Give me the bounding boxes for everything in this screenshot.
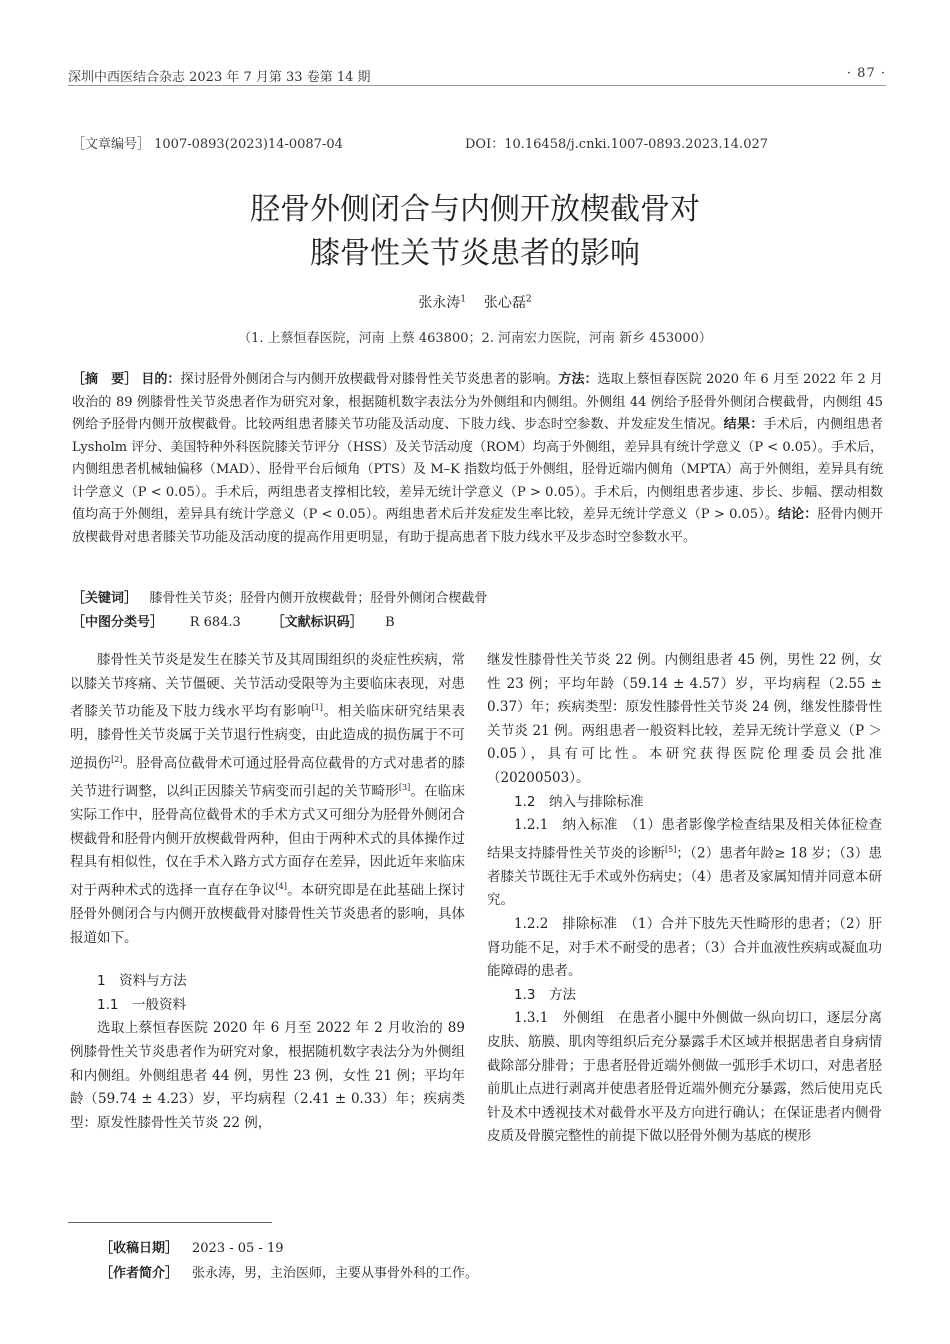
author-bio-text: 张永涛，男，主治医师，主要从事骨外科的工作。 (192, 1266, 479, 1281)
section-heading-1: 1 资料与方法 (97, 973, 187, 990)
doc-code-label: ［文献标识码］ (271, 615, 363, 630)
article-number: ［文章编号］ 1007-0893(2023)14-0087-04 (72, 137, 343, 152)
intro-text-2: 。相关临床研究结果表明，膝骨性关节炎属于关节退行性病变，由此造成的损伤属于不可逆损伤 (70, 703, 466, 772)
keywords-label: ［关键词］ (72, 591, 138, 606)
results-text: 手术后，内侧组患者 Lysholm 评分、美国特种外科医院膝关节评分（HSS）及关节活动度（ROM）均高于外侧组，差异具有统计学意义（P < 0.05）。手术后，内侧组患者机械轴偏移（MAD）、胫骨平台后倾角（PTS）及 M–K 指数均低于外侧组，胫骨近端内侧角（MPTA）高于外侧组，差异具有统计学意义（P < 0.05）。手术后，两组患者支撑相比较，差异无统计学意义（P > 0.05）。手术后，内侧组患者步速、步长、步幅、摆动相数值均高于外侧组，差异具有统计学意义（P < 0.05）。两组患者术后并发症发生率比较，差异无统计学意义（P > 0.05）。 (72, 417, 883, 522)
author-1-affiliation: 1 (460, 294, 467, 305)
general-info-paragraph: 选取上蔡恒春医院 2020 年 6 月至 2022 年 2 月收治的 89 例膝骨性关节炎患者作为研究对象，根据随机数字表法分为外侧组和内侧组。外侧组患者 44 例，男性 23 例，女性 21 例；平均年龄（59.74 ± 4.23）岁，平均病程（2.41 ± 0.33）年；疾病类型：原发性膝骨性关节炎 22 例， (70, 1020, 465, 1131)
citation-3[interactable]: [3] (398, 782, 411, 792)
title-line-2: 膝骨性关节炎患者的影响 (310, 236, 640, 271)
doi: DOI：10.16458/j.cnki.1007-0893.2023.14.027 (465, 137, 769, 152)
section-heading-1-3: 1.3 方法 (514, 986, 576, 1003)
affiliations: （1. 上蔡恒春医院，河南 上蔡 463800；2. 河南宏力医院，河南 新乡 453000） (238, 331, 712, 346)
author-2: 张心磊 (483, 295, 526, 311)
left-column (70, 649, 465, 1135)
inclusion-criteria (487, 814, 882, 913)
abstract (72, 369, 883, 549)
keywords-text: 膝骨性关节炎；胫骨内侧开放楔截骨；胫骨外侧闭合楔截骨 (149, 591, 488, 606)
footnote-divider (68, 1222, 272, 1223)
results-label: 结果： (723, 417, 764, 432)
inclusion-text-b: ；（2）患者年龄≥ 18 岁；（3）患者膝关节既往无手术或外伤病史；（4）患者及家属知情并同意本研究。 (487, 845, 882, 909)
intro-text-3: 。胫骨高位截骨术可通过胫骨高位截骨的方式对患者的膝关节进行调整，以纠正因膝关节病变而引起的关节畸形 (70, 755, 466, 800)
general-info-continued: 继发性膝骨性关节炎 22 例。内侧组患者 45 例，男性 22 例，女性 23 例；平均年龄（59.14 ± 4.57）岁，平均病程（2.55 ± 0.37）年；疾病类型：原发性膝骨性关节炎 24 例，继发性膝骨性关节炎 21 例。两组患者一般资料比较，差异无统计学意义（P ＞ 0.05），具有可比性。本研究获得医院伦理委员会批准（20200503）。 (487, 652, 882, 786)
conclusion-label: 结论： (778, 507, 818, 522)
methods-text: 选取上蔡恒春医院 2020 年 6 月至 2022 年 2 月收治的 89 例膝骨性关节炎患者作为研究对象，根据随机数字表法分为外侧组和内侧组。外侧组 44 例给予胫骨外侧闭合楔截骨，内侧组 45 例给予胫骨内侧开放楔截骨。比较两组患者膝关节功能及活动度、下肢力线、步态时空参数、并发症发生情况。 (72, 372, 883, 432)
author-2-affiliation: 2 (525, 294, 532, 305)
author-bio (100, 1262, 478, 1281)
inclusion-text-a: 1.2.1 纳入标准 （1）患者影像学检查结果及相关体征检查结果支持膝骨性关节炎的诊断 (487, 817, 882, 862)
received-value: 2023 - 05 - 19 (192, 1241, 284, 1256)
lateral-group-method: 1.3.1 外侧组 在患者小腿中外侧做一纵向切口，逐层分离皮肤、筋膜、肌肉等组织后充分暴露手术区域并根据患者自身病情截除部分腓骨；于患者胫骨近端外侧做一弧形手术切口，对患者胫前肌止点进行剥离并使患者胫骨近端外侧充分暴露，然后使用克氏针及术中透视技术对截骨水平及方向进行确认；在保证患者内侧骨皮质及骨膜完整性的前提下做以胫骨外侧为基底的楔形 (487, 1010, 882, 1145)
keywords (72, 587, 487, 606)
page-number: · 87 · (846, 66, 886, 81)
journal-issue: 深圳中西医结合杂志 2023 年 7 月第 33 卷第 14 期 (68, 70, 371, 85)
intro-paragraph (70, 649, 465, 950)
received-label: ［收稿日期］ (100, 1241, 179, 1256)
citation-1[interactable]: [1] (311, 703, 323, 713)
clc-label: ［中图分类号］ (72, 615, 164, 630)
title-line-1: 胫骨外侧闭合与内侧开放楔截骨对 (250, 192, 700, 227)
intro-text-5: 。本研究即是在此基础上探讨胫骨外侧闭合与内侧开放楔截骨对膝骨性关节炎患者的影响，具体报道如下。 (70, 882, 466, 946)
intro-text-4: 。在临床实际工作中，胫骨高位截骨术的手术方式又可细分为胫骨外侧闭合楔截骨和胫骨内侧开放楔截骨两种，但由于两种术式的具体操作过程具有相似性，仅在手术入路方式方面存在差异，因此近年来临床对于两种术式的选择一直存在争议 (70, 783, 466, 899)
section-heading-1-2: 1.2 纳入与排除标准 (514, 793, 644, 810)
classification (72, 611, 672, 630)
intro-text-1: 膝骨性关节炎是发生在膝关节及其周围组织的炎症性疾病，常以膝关节疼痛、关节僵硬、关节活动受限等为主要临床表现，对患者膝关节功能及下肢力线水平均有影响 (70, 652, 465, 720)
conclusion-text: 胫骨内侧开放楔截骨对患者膝关节功能及活动度的提高作用更明显，有助于提高患者下肢力线水平及步态时空参数水平。 (72, 507, 883, 545)
author-1: 张永涛 (418, 295, 461, 311)
methods-label: 方法： (558, 372, 598, 387)
doc-code-value: B (385, 615, 395, 630)
citation-2[interactable]: [2] (111, 754, 123, 764)
author-bio-label: ［作者简介］ (100, 1266, 179, 1281)
running-header (68, 64, 886, 86)
objective-label: 目的： (141, 372, 181, 387)
citation-5[interactable]: [5] (665, 844, 677, 854)
citation-4[interactable]: [4] (275, 881, 287, 891)
clc-value: R 684.3 (189, 615, 241, 630)
received-date (100, 1237, 284, 1256)
objective-text: 探讨胫骨外侧闭合与内侧开放楔截骨对膝骨性关节炎患者的影响。 (180, 372, 559, 387)
exclusion-criteria: 1.2.2 排除标准 （1）合并下肢先天性畸形的患者；（2）肝肾功能不足，对手术不耐受的患者；（3）合并血液性疾病或凝血功能障碍的患者。 (487, 916, 882, 980)
authors (0, 292, 950, 312)
section-heading-1-1: 1.1 一般资料 (97, 996, 186, 1013)
right-column (487, 649, 882, 1149)
abstract-label: ［摘 要］ (72, 372, 138, 387)
